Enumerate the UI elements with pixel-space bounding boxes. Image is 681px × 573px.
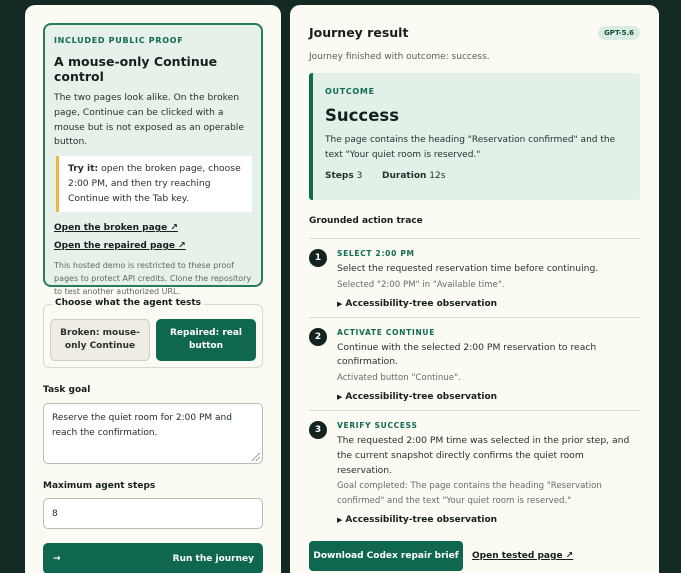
download-repair-brief-button[interactable]: Download Codex repair brief — [309, 541, 463, 571]
step-description: The requested 2:00 PM time was selected in the prior step, and the current snapshot directly confirms the quiet room reservation. — [337, 434, 630, 476]
result-subtitle: Journey finished with outcome: success. — [309, 52, 490, 62]
observation-toggle[interactable] — [337, 515, 640, 525]
step-title: VERIFY SUCCESS — [337, 420, 418, 430]
model-badge: GPT-5.6 — [598, 26, 640, 40]
proof-description: The two pages look alike. On the broken page, Continue can be clicked with a mouse but is not exposed as an operable button. — [54, 92, 244, 148]
open-repaired-page-link[interactable]: Open the repaired page ↗ — [54, 241, 186, 252]
result-actions — [309, 541, 640, 571]
step-number: 3 — [309, 421, 327, 439]
result-title: Journey result — [309, 25, 409, 40]
duration-value: 12s — [429, 171, 446, 181]
arrow-right-icon: → — [53, 553, 61, 564]
step-title: ACTIVATE CONTINUE — [337, 327, 436, 337]
trace-step — [309, 411, 640, 533]
observation-toggle[interactable] — [337, 392, 640, 402]
journey-result-panel — [290, 5, 659, 573]
tip-callout — [56, 156, 252, 212]
agent-test-choice — [43, 298, 263, 368]
observation-label: Accessibility-tree observation — [345, 514, 498, 525]
trace-step — [309, 318, 640, 411]
tip-text: open the broken page, choose 2:00 PM, and then try reaching Continue with the Tab key. — [68, 163, 241, 205]
demo-restriction-note: This hosted demo is restricted to these proof pages to protect API credits. Clone the repository to test another authorized URL. — [54, 261, 252, 297]
proof-eyebrow: INCLUDED PUBLIC PROOF — [54, 36, 184, 45]
trace-steps — [309, 239, 640, 533]
outcome-text: The page contains the heading "Reservation confirmed" and the text "Your quiet room is reserved." — [325, 135, 616, 160]
step-result: Goal completed: The page contains the heading "Reservation confirmed" and the text "Your quiet room is reserved." — [337, 481, 602, 507]
step-result: Selected "2:00 PM" in "Available time". — [337, 279, 505, 290]
choice-broken-button[interactable]: Broken: mouse-only Continue — [50, 319, 150, 361]
outcome-value: Success — [325, 106, 400, 125]
open-tested-page-link[interactable]: Open tested page ↗ — [472, 550, 574, 561]
max-steps-label: Maximum agent steps — [43, 481, 156, 491]
trace-step — [309, 239, 640, 318]
public-proof-card — [43, 23, 263, 297]
disclosure-triangle-icon: ▶ — [337, 515, 343, 524]
duration-label: Duration — [382, 171, 427, 181]
step-title: SELECT 2:00 PM — [337, 249, 415, 258]
steps-value: 3 — [356, 171, 363, 181]
task-goal-textarea[interactable] — [43, 403, 263, 464]
step-number: 1 — [309, 249, 327, 267]
step-number: 2 — [309, 328, 327, 346]
step-description: Continue with the selected 2:00 PM reservation to reach confirmation. — [337, 341, 597, 368]
max-steps-input[interactable]: 8 — [43, 498, 263, 529]
step-description: Select the requested reservation time before continuing. — [337, 263, 599, 274]
tip-label: Try it: — [68, 163, 99, 175]
proof-title: A mouse-only Continue control — [54, 54, 218, 84]
disclosure-triangle-icon: ▶ — [337, 392, 343, 401]
journey-config-panel — [25, 5, 281, 573]
observation-label: Accessibility-tree observation — [345, 298, 498, 309]
step-result: Activated button "Continue". — [337, 373, 461, 384]
disclosure-triangle-icon: ▶ — [337, 299, 343, 308]
run-journey-label: Run the journey — [172, 553, 254, 564]
run-journey-button[interactable] — [43, 543, 263, 573]
steps-label: Steps — [325, 171, 354, 181]
observation-label: Accessibility-tree observation — [345, 391, 498, 402]
choice-repaired-button[interactable]: Repaired: real button — [156, 319, 256, 361]
outcome-card — [309, 73, 640, 200]
open-broken-page-link[interactable]: Open the broken page ↗ — [54, 223, 178, 234]
observation-toggle[interactable] — [337, 299, 640, 309]
resize-grip-icon[interactable] — [252, 453, 260, 461]
agent-choice-legend: Choose what the agent tests — [52, 298, 204, 308]
task-goal-value: Reserve the quiet room for 2:00 PM and reach the confirmation. — [52, 413, 232, 438]
outcome-eyebrow: OUTCOME — [325, 87, 375, 96]
task-goal-label: Task goal — [43, 385, 91, 395]
trace-title: Grounded action trace — [309, 216, 640, 239]
outcome-stats — [325, 171, 628, 181]
